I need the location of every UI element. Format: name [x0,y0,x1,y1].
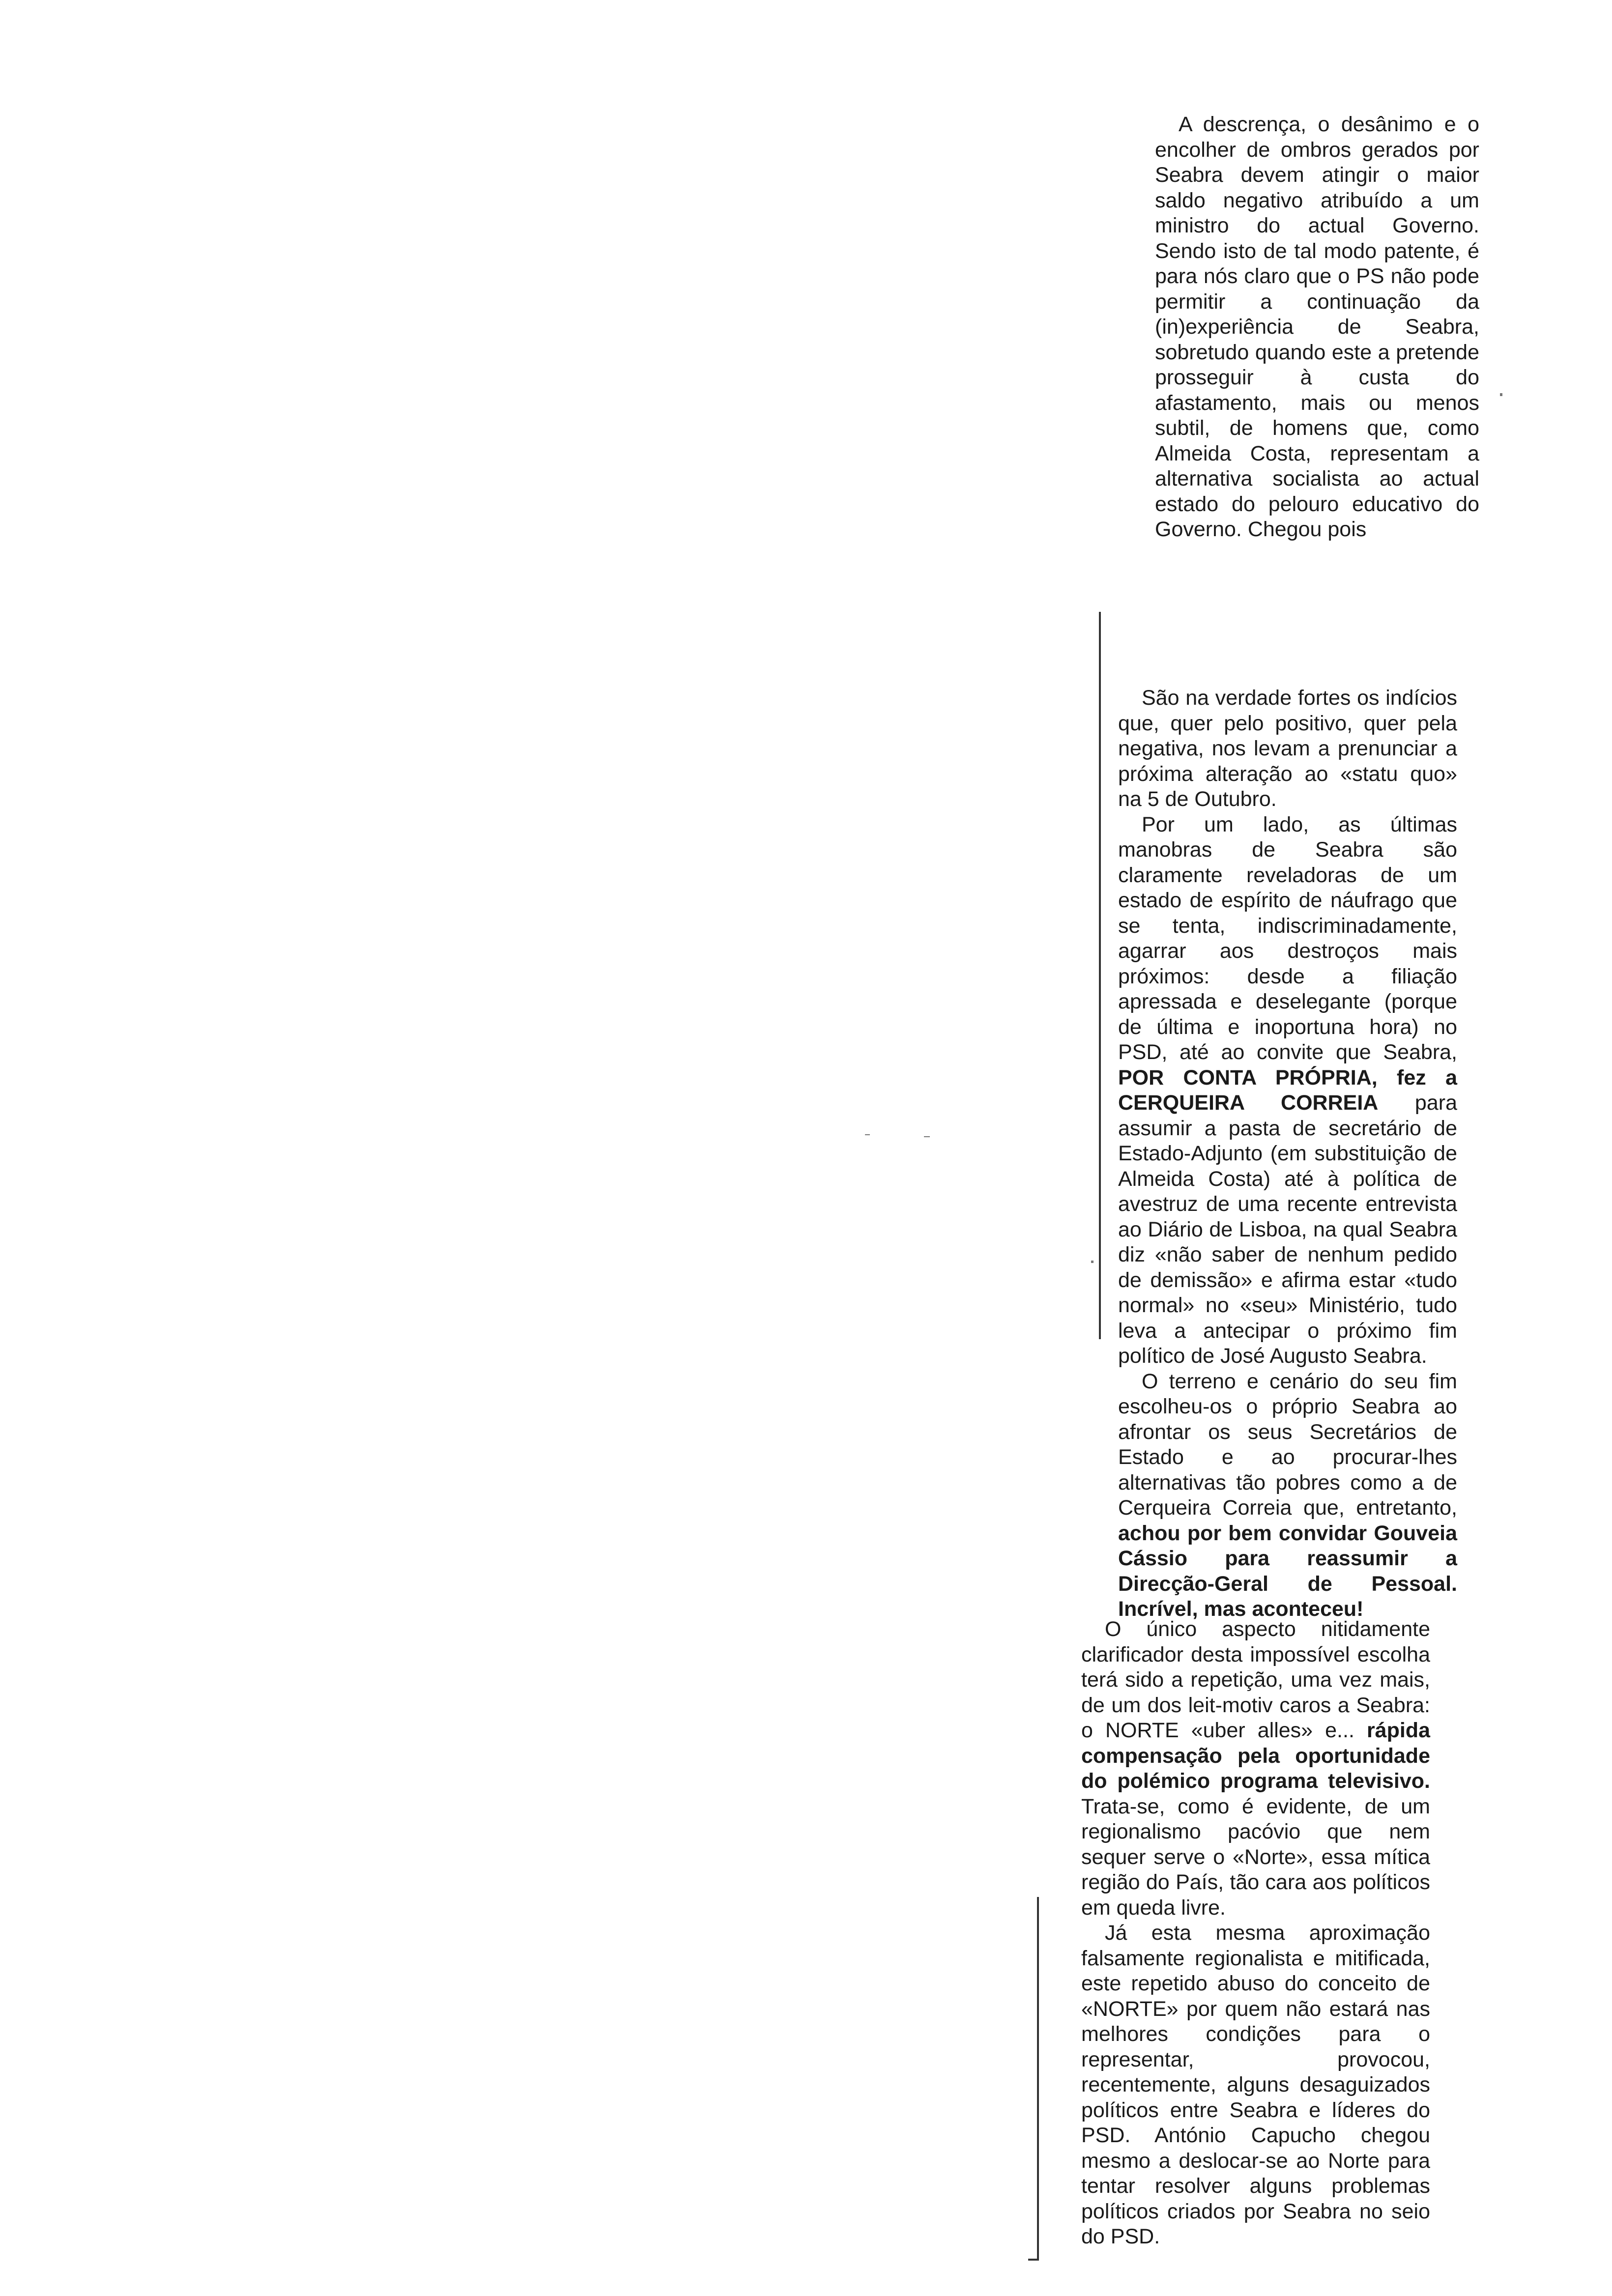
paragraph-4-bold: achou por bem convidar Gouveia Cássio para reassumir a Direcção-Geral de Pessoal. Incrível, mas aconteceu! [1118,1521,1457,1621]
paragraph-3-text-a: Por um lado, as últimas manobras de Seabra são claramente reveladoras de um estado de espírito de náufrago que se tenta, indiscriminadamente, agarrar aos destroços mais próximos: desde a filiação apressada e deselegante (porque de última e inoportuna hora) no PSD, até ao convite que Seabra, [1118,812,1457,1064]
column-rule-lower [1037,1897,1039,2261]
article-paragraph-5 [1081,1617,1430,1921]
article-column-lower [1081,1617,1430,2250]
scan-speck [1500,393,1502,396]
paragraph-5-bold: rápida compensação pela oportunidade do polémico programa televisivo. [1081,1719,1430,1793]
article-paragraph-1: A descrença, o desânimo e o encolher de ombros gerados por Seabra devem atingir o maior saldo negativo atribuído a um ministro do actual Governo. Sendo isto de tal modo patente, é para nós claro que o PS não pode permitir a continuação da (in)experiência de Seabra, sobretudo quando este a pretende prosseguir à custa do afastamento, mais ou menos subtil, de homens que, como Almeida Costa, representam a alternativa socialista ao actual estado do pelouro educativo do Governo. Chegou pois [1155,113,1479,541]
article-paragraph-6: Já esta mesma aproximação falsamente regionalista e mitificada, este repetido abuso do conceito de «NORTE» por quem não estará nas melhores condições para o representar, provocou, recentemente, alguns desaguizados políticos entre Seabra e líderes do PSD. António Capucho chegou mesmo a deslocar-se ao Norte para tentar resolver alguns problemas políticos criados por Seabra no seio do PSD. [1081,1921,1430,2248]
column-rule-foot [1028,2259,1039,2261]
paragraph-5-text-b: Trata-se, como é evidente, de um regionalismo pacóvio que nem sequer serve o «Norte», essa mítica região do País, tão cara aos políticos em queda livre. [1081,1794,1430,1920]
paragraph-3-text-b: para assumir a pasta de secretário de Estado-Adjunto (em substituição de Almeida Costa) até à política de avestruz de uma recente entrevista ao Diário de Lisboa, na qual Seabra diz «não saber de nenhum pedido de demissão» e afirma estar «tudo normal» no «seu» Ministério, tudo leva a antecipar o próximo fim político de José Augusto Seabra. [1118,1091,1457,1368]
article-paragraph-3 [1118,812,1457,1369]
paragraph-3-bold: POR CONTA PRÓPRIA, fez a CERQUEIRA CORREIA [1118,1065,1457,1115]
column-rule-upper [1099,612,1101,1339]
scan-speck [924,1136,930,1137]
article-column-middle [1118,686,1457,1622]
article-paragraph-4 [1118,1369,1457,1622]
paragraph-4-text-a: O terreno e cenário do seu fim escolheu-os o próprio Seabra ao afrontar os seus Secretários de Estado e ao procurar-lhes alternativas tão pobres como a de Cerqueira Correia que, entretanto, [1118,1369,1457,1520]
scan-speck [1091,1261,1094,1263]
paragraph-5-text-a: O único aspecto nitidamente clarificador desta impossível escolha terá sido a repetição, uma vez mais, de um dos leit-motiv caros a Seabra: o NORTE «uber alles» e... [1081,1617,1430,1742]
article-column-upper [1155,112,1479,543]
article-paragraph-2: São na verdade fortes os indícios que, quer pelo positivo, quer pela negativa, nos levam a prenunciar a próxima alteração ao «statu quo» na 5 de Outubro. [1118,686,1457,811]
scan-speck [865,1134,870,1135]
